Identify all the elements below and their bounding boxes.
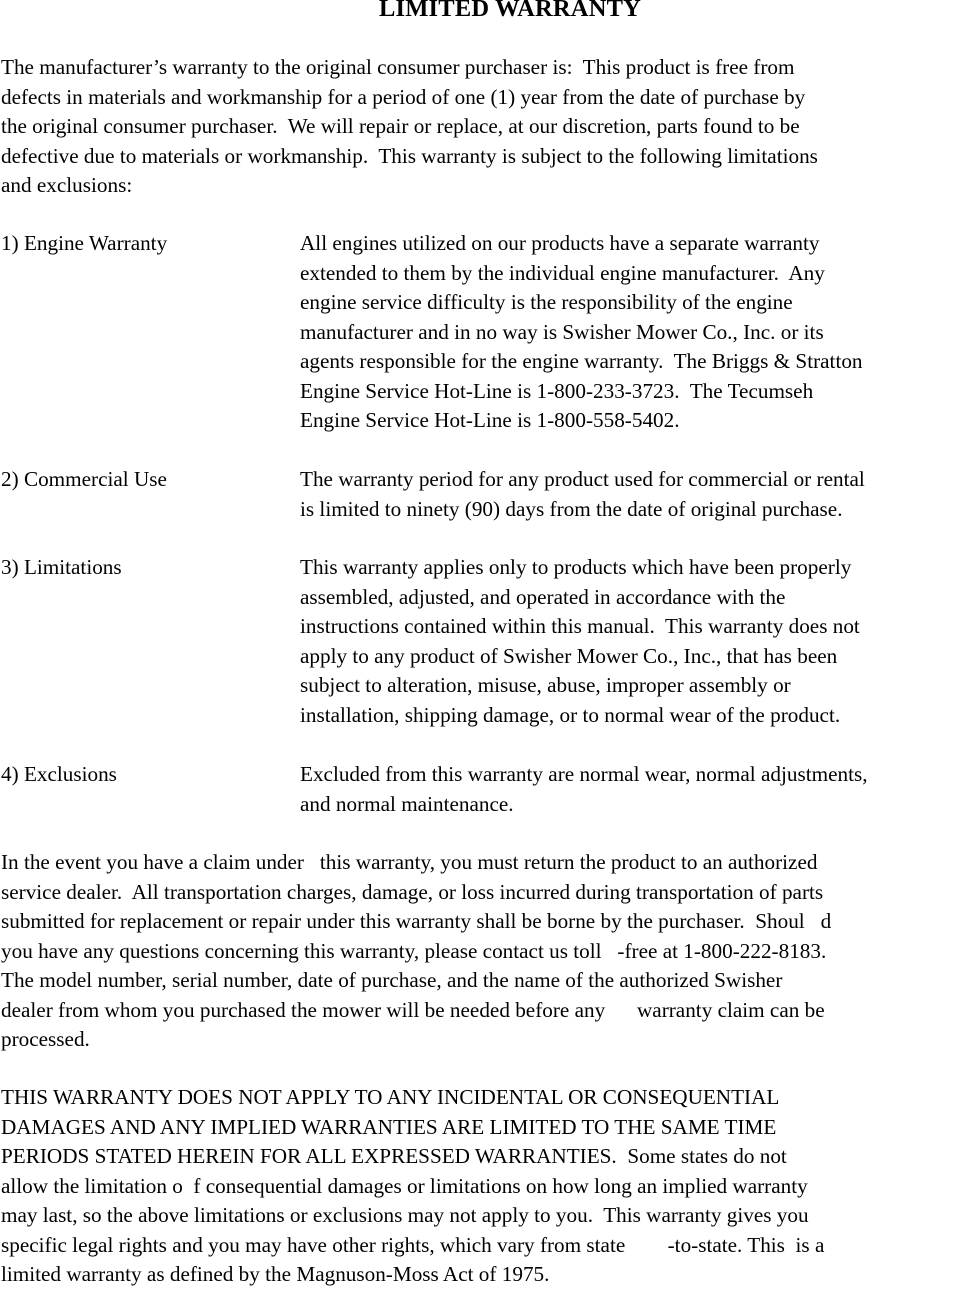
item-label: 2) Commercial Use [1,467,167,491]
item-line: The warranty period for any product used for commercial or rental [300,467,865,491]
item-line: agents responsible for the engine warranty. The Briggs & Stratton [300,349,863,373]
item-line: manufacturer and in no way is Swisher Mower Co., Inc. or its [300,319,824,344]
item-line: All engines utilized on our products have a separate warranty [300,231,820,255]
disclaimer-line: THIS WARRANTY DOES NOT APPLY TO ANY INCIDENTAL OR CONSEQUENTIAL [1,1085,780,1109]
disclaimer-paragraph [1,1083,973,1290]
claim-line: service dealer. All transportation charges, damage, or loss incurred during transportation of parts [1,879,824,904]
intro-line: The manufacturer’s warranty to the original consumer purchaser is: This product is free from [1,55,795,79]
intro-line: and exclusions: [1,173,133,197]
item-line: Engine Service Hot-Line is 1-800-233-3723. The Tecumseh [300,378,814,403]
intro-line: the original consumer purchaser. We will repair or replace, at our discretion, parts found to be [1,114,800,138]
item-line: engine service difficulty is the responsibility of the engine [300,290,793,314]
intro-line: defective due to materials or workmanship. This warranty is subject to the following limitations [1,143,818,168]
item-line: instructions contained within this manual. This warranty does not [300,614,860,638]
item-body [300,553,860,730]
item-line: assembled, adjusted, and operated in accordance with the [300,584,786,609]
item-line: is limited to ninety (90) days from the date of original purchase. [300,496,843,521]
claim-paragraph [1,848,973,1055]
item-line: subject to alteration, misuse, abuse, improper assembly or [300,673,791,697]
disclaimer-line: may last, so the above limitations or exclusions may not apply to you. This warranty gives you [1,1203,809,1227]
item-line: extended to them by the individual engine manufacturer. Any [300,260,825,285]
item-line: This warranty applies only to products which have been properly [300,555,852,579]
item-line: Engine Service Hot-Line is 1-800-558-5402. [300,408,680,432]
item-line: and normal maintenance. [300,791,514,816]
item-label: 3) Limitations [1,555,122,579]
claim-line: dealer from whom you purchased the mower will be needed before any warranty claim can be [1,997,825,1022]
disclaimer-line: allow the limitation o f consequential damages or limitations on how long an implied warranty [1,1173,808,1198]
item-line: Excluded from this warranty are normal wear, normal adjustments, [300,762,868,786]
claim-line: The model number, serial number, date of purchase, and the name of the authorized Swisher [1,968,783,992]
item-body [300,465,865,524]
disclaimer-line: limited warranty as defined by the Magnuson-Moss Act of 1975. [1,1262,550,1286]
page-title: LIMITED WARRANTY [378,0,642,22]
intro-line: defects in materials and workmanship for a period of one (1) year from the date of purchase by [1,84,806,109]
claim-line: you have any questions concerning this warranty, please contact us toll -free at 1-800-222-8183. [1,938,827,963]
claim-line: In the event you have a claim under this warranty, you must return the product to an authorized [1,850,818,874]
disclaimer-line: PERIODS STATED HEREIN FOR ALL EXPRESSED WARRANTIES. Some states do not [1,1144,787,1168]
item-line: apply to any product of Swisher Mower Co., Inc., that has been [300,643,838,668]
intro-paragraph [1,53,973,201]
item-line: installation, shipping damage, or to normal wear of the product. [300,702,841,727]
item-body [300,760,868,819]
claim-line: submitted for replacement or repair under this warranty shall be borne by the purchaser. Shoul d [1,909,832,933]
item-body [300,229,863,436]
disclaimer-line: DAMAGES AND ANY IMPLIED WARRANTIES ARE LIMITED TO THE SAME TIME [1,1114,777,1139]
item-label: 1) Engine Warranty [1,231,168,255]
disclaimer-line: specific legal rights and you may have other rights, which vary from state -to-state. This is a [1,1232,825,1257]
claim-line: processed. [1,1027,90,1051]
item-label: 4) Exclusions [1,762,117,786]
